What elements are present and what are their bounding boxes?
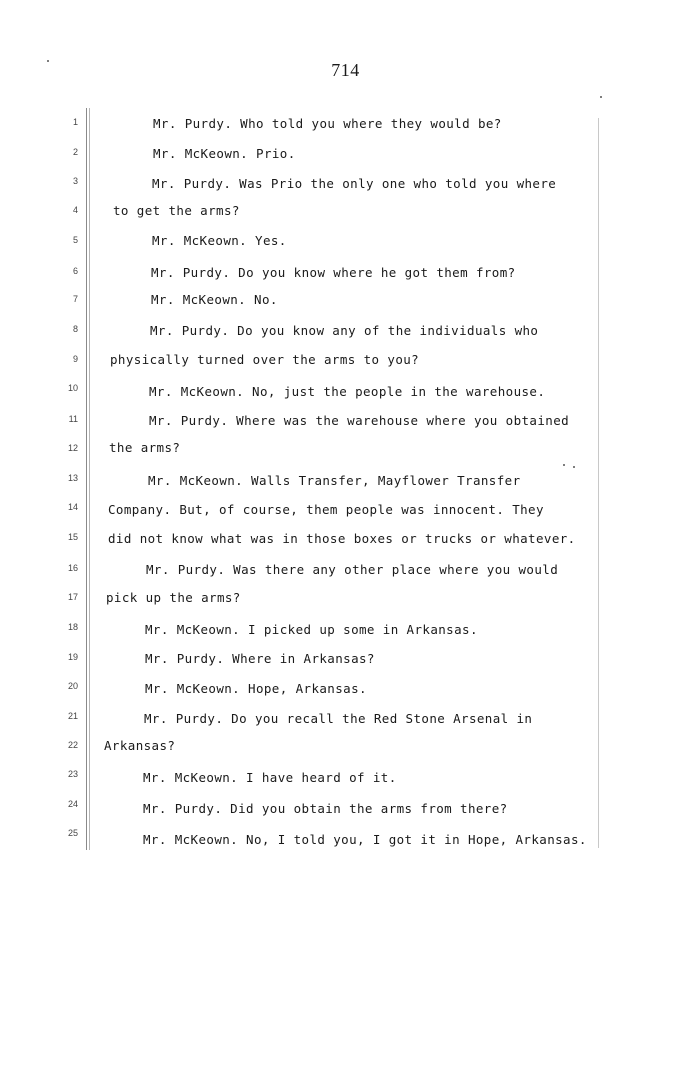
transcript-line: Mr. McKeown. No. — [151, 292, 278, 307]
line-number: 14 — [67, 502, 78, 512]
transcript-line: Mr. Purdy. Where was the warehouse where you obtained — [149, 413, 570, 428]
transcript-line: Mr. McKeown. I have heard of it. — [143, 770, 397, 785]
left-margin-rule-inner — [89, 108, 90, 850]
line-number: 19 — [67, 652, 78, 662]
transcript-line: Mr. McKeown. I picked up some in Arkansas. — [145, 622, 478, 637]
line-number: 8 — [72, 324, 78, 334]
line-number: 17 — [67, 592, 78, 602]
line-number: 23 — [67, 769, 78, 779]
line-number: 20 — [67, 681, 78, 691]
line-number: 6 — [72, 266, 78, 276]
transcript-line: to get the arms? — [113, 203, 240, 218]
line-number: 1 — [72, 117, 78, 127]
line-number: 5 — [72, 235, 78, 245]
transcript-line: pick up the arms? — [106, 590, 241, 605]
transcript-line: Arkansas? — [104, 738, 176, 753]
line-number: 13 — [67, 473, 78, 483]
line-number: 11 — [68, 414, 78, 424]
transcript-line: Mr. McKeown. Yes. — [152, 233, 287, 248]
line-number: 21 — [67, 711, 78, 721]
line-number: 12 — [67, 443, 78, 453]
transcript-line: Company. But, of course, them people was innocent. They — [108, 502, 544, 517]
left-margin-rule — [86, 108, 87, 850]
transcript-line: Mr. McKeown. No, I told you, I got it in Hope, Arkansas. — [143, 832, 587, 847]
transcript-line: Mr. Purdy. Do you recall the Red Stone Arsenal in — [144, 711, 533, 726]
line-number: 4 — [72, 205, 78, 215]
line-number: 3 — [72, 176, 78, 186]
transcript-line: Mr. McKeown. Hope, Arkansas. — [145, 681, 367, 696]
transcript-line: Mr. McKeown. Walls Transfer, Mayflower Transfer — [148, 473, 521, 488]
transcript-line: Mr. Purdy. Did you obtain the arms from there? — [143, 801, 508, 816]
line-number: 9 — [72, 354, 78, 364]
line-number: 2 — [72, 147, 78, 157]
line-number: 25 — [67, 828, 78, 838]
line-number: 16 — [67, 563, 78, 573]
transcript-line: Mr. Purdy. Was Prio the only one who told you where — [152, 176, 557, 191]
scan-speck — [47, 60, 49, 62]
transcript-line: Mr. McKeown. Prio. — [153, 146, 296, 161]
transcript-line: Mr. Purdy. Was there any other place where you would — [146, 562, 559, 577]
line-number: 10 — [67, 383, 78, 393]
scan-speck — [563, 464, 565, 466]
line-number: 15 — [67, 532, 78, 542]
transcript-line: Mr. Purdy. Do you know where he got them from? — [151, 265, 516, 280]
right-margin-rule — [598, 118, 599, 848]
transcript-line: the arms? — [109, 440, 181, 455]
transcript-line: Mr. McKeown. No, just the people in the warehouse. — [149, 384, 546, 399]
line-number: 7 — [72, 294, 78, 304]
line-number: 18 — [67, 622, 78, 632]
transcript-line: physically turned over the arms to you? — [110, 352, 420, 367]
transcript-line: Mr. Purdy. Who told you where they would be? — [153, 116, 502, 131]
page-number: 714 — [331, 60, 360, 80]
transcript-line: did not know what was in those boxes or trucks or whatever. — [108, 531, 576, 546]
transcript-line: Mr. Purdy. Where in Arkansas? — [145, 651, 375, 666]
transcript-line: Mr. Purdy. Do you know any of the individuals who — [150, 323, 539, 338]
line-number: 24 — [67, 799, 78, 809]
scan-speck — [573, 466, 575, 468]
line-number: 22 — [67, 740, 78, 750]
scan-speck — [600, 96, 602, 98]
